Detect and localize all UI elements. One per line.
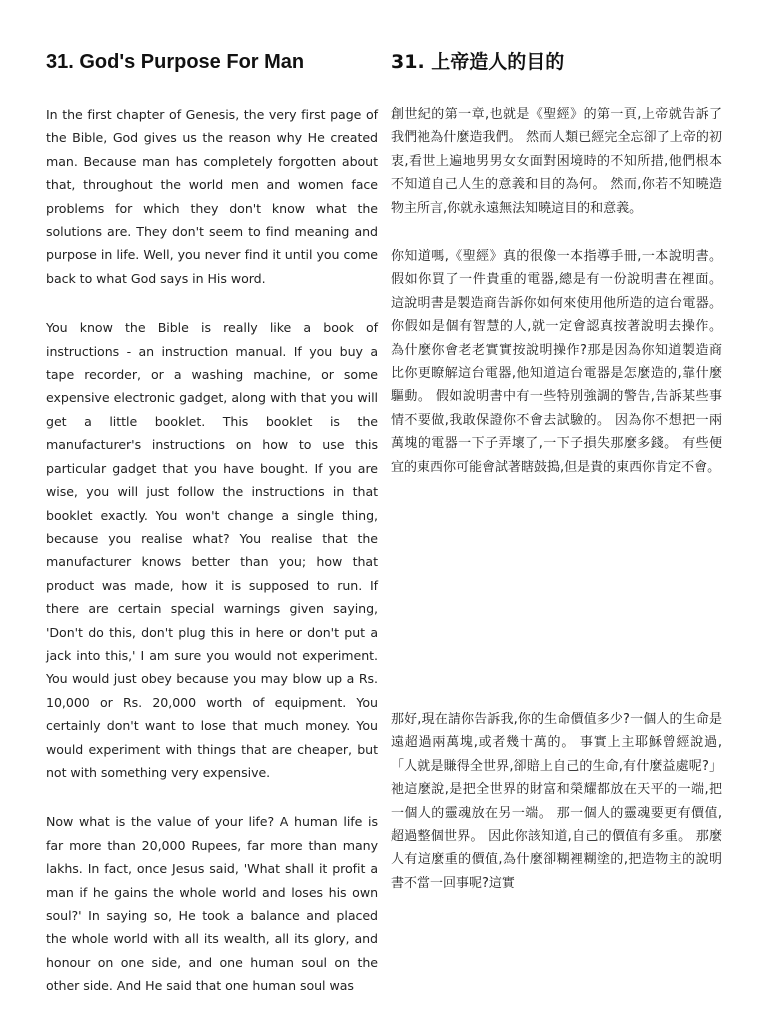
english-paragraph-2: You know the Bible is really like a book of instructions - an instruction manual. If you buy a tape recorder, or a washing machine, or some expensive electronic gadget, along with that you will get a little booklet. This booklet is the manufacturer's instructions on how to use this particular gadget that you have bought. If you are wise, you will just follow the instructions in that booklet exactly. You won't change a single thing, because you realise what? You realise that the manufacturer knows better than you; how that product was made, how it is supposed to run. If there are certain special warnings given saying, 'Don't do this, don't plug this in here or don't put a jack into this,' I am sure you would not experiment. You would just obey because you may blow up a Rs. 10,000 or Rs. 20,000 worth of equipment. You certainly don't want to lose that much money. You would experiment with things that are cheaper, but not with something very expensive. bbox=[46, 320, 378, 780]
chinese-paragraph-2: 你知道嗎,《聖經》真的很像一本指導手冊,一本說明書。 假如你買了一件貴重的電器,總是有一份說明書在裡面。 這說明書是製造商告訴你如何來使用他所造的這台電器。 你假如是個有智慧的人,就一定會認真按著說明去操作。 為什麼你會老老實實按說明操作?那是因為你知道製造商比你更瞭解這台電器,他知道這台電器是怎麼造的,靠什麼驅動。 假如說明書中有一些特別強調的警告,告訴某些事情不要做,我敢保證你不會去試驗的。 因為你不想把一兩萬塊的電器一下子弄壞了,一下子損失那麼多錢。 有些便宜的東西你可能會試著瞎鼓搗,但是貴的東西你肯定不會。 bbox=[391, 249, 727, 475]
english-paragraph-3: Now what is the value of your life? A human life is far more than 20,000 Rupees, far more than many lakhs. In fact, once Jesus said, 'What shall it profit a man if he gains the whole world and loses his own soul?' In saying so, He took a balance and placed the whole world with all its wealth, all its glory, and honour on one side, and one human soul on the other side. And He said that one human soul was bbox=[46, 814, 378, 994]
chinese-column bbox=[391, 48, 727, 928]
english-title: 31. God's Purpose For Man bbox=[46, 51, 305, 73]
chinese-title: 31. 上帝造人的目的 bbox=[391, 51, 565, 73]
english-paragraph-1: In the first chapter of Genesis, the very first page of the Bible, God gives us the reason why He created man. Because man has completely forgotten about that, throughout the world men and women face problems for which they don't know what the solutions are. They don't seem to find meaning and purpose in life. Well, you never find it until you come back to what God says in His word. bbox=[46, 107, 378, 286]
chinese-paragraph-1: 創世紀的第一章,也就是《聖經》的第一頁,上帝就告訴了我們祂為什麼造我們。 然而人類已經完全忘卻了上帝的初衷,看世上遍地男男女女面對困境時的不知所措,他們根本不知道自己人生的意義和目的為何。 然而,你若不知曉造物主所言,你就永遠無法知曉這目的和意義。 bbox=[391, 107, 722, 216]
english-column bbox=[46, 48, 378, 1024]
chinese-paragraph-3: 那好,現在請你告訴我,你的生命價值多少?一個人的生命是遠超過兩萬塊,或者幾十萬的。 事實上主耶穌曾經說過,「人就是賺得全世界,卻賠上自己的生命,有什麼益處呢?」 祂這麼說,是把全世界的財富和榮耀都放在天平的一端,把一個人的靈魂放在另一端。 那一個人的靈魂要更有價值,超過整個世界。 因此你該知道,自己的價值有多重。 那麼人有這麼重的價值,為什麼卻糊裡糊塗的,把造物主的說明書不當一回事呢?這實 bbox=[391, 712, 727, 891]
